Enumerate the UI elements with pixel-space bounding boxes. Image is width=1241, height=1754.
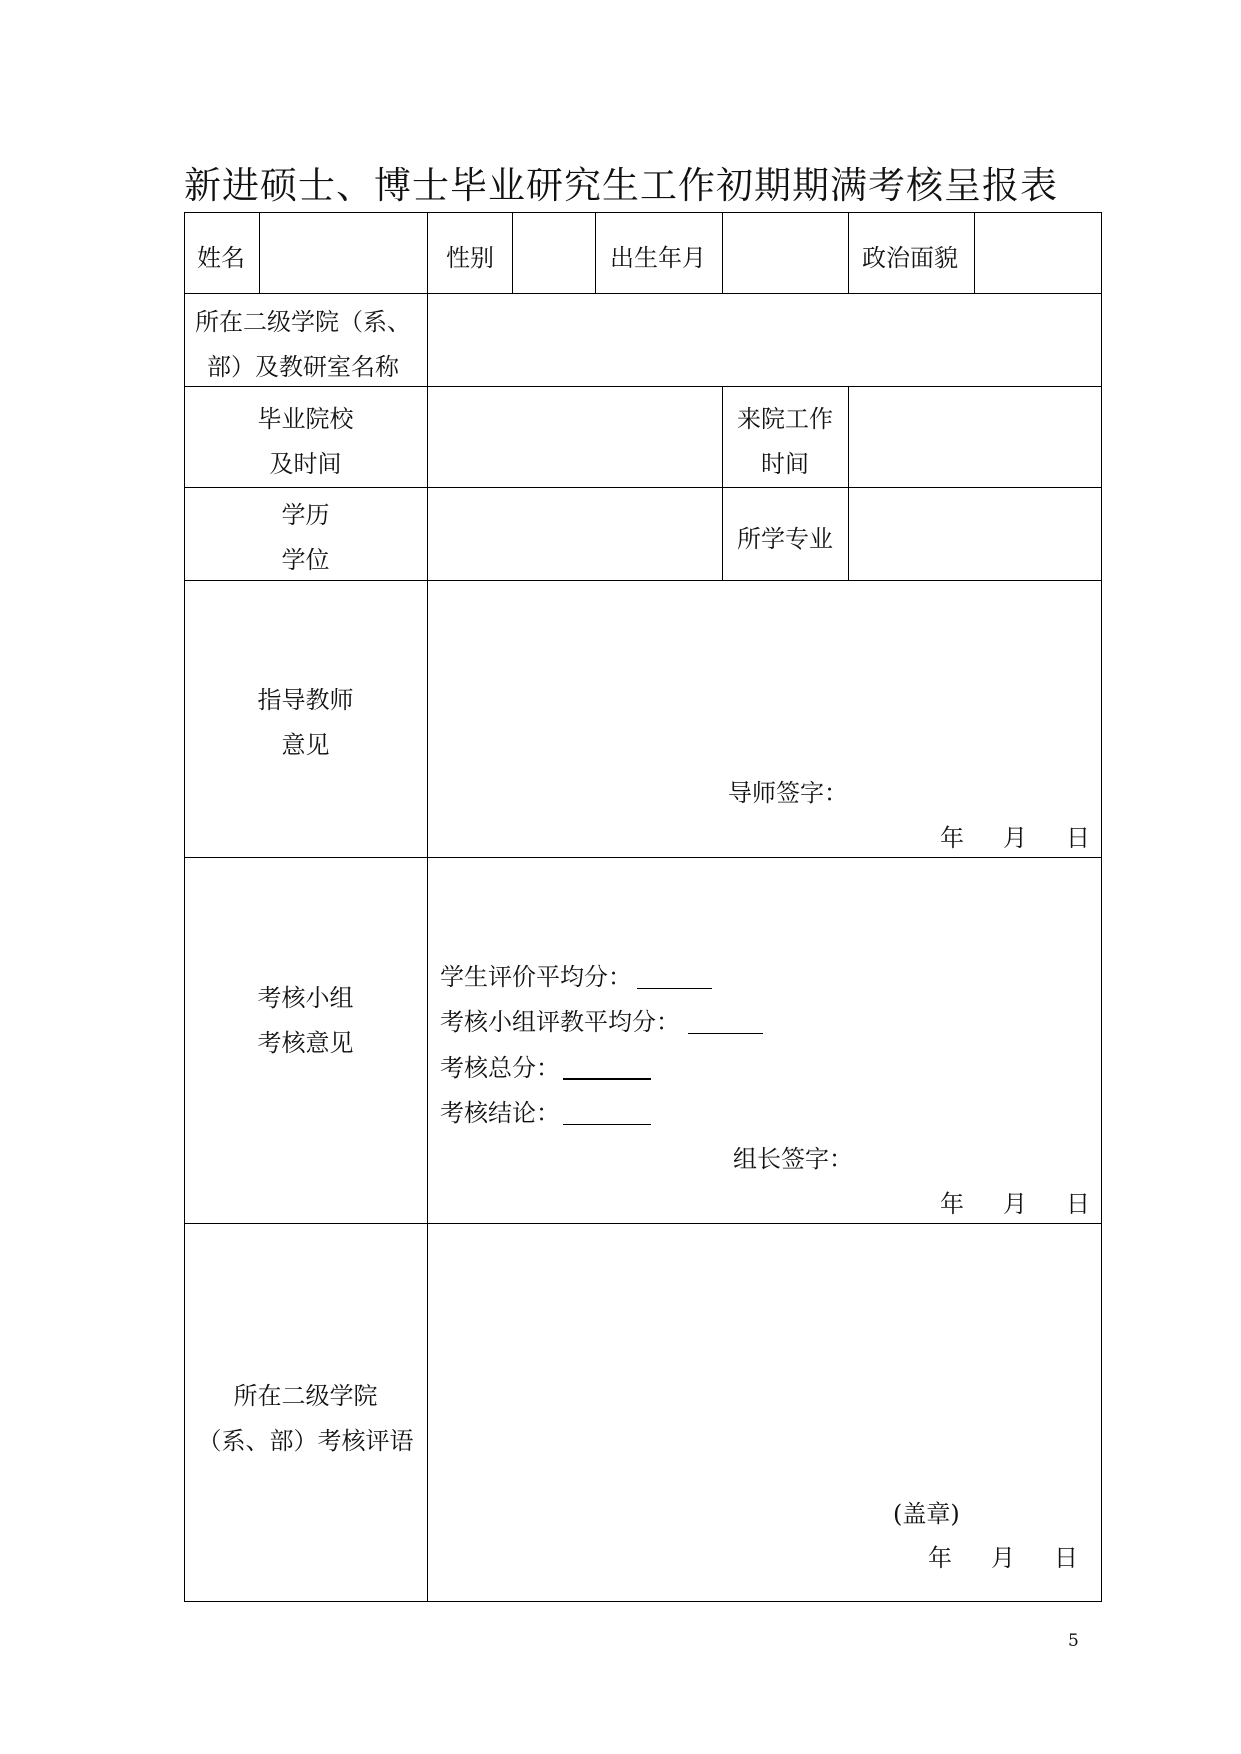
college-review-month: 月 <box>991 1544 1015 1572</box>
birth-date-label: 出生年月 <box>610 244 706 272</box>
graduate-school-label-line2: 及时间 <box>269 450 342 478</box>
panel-year: 年 <box>940 1190 964 1218</box>
advisor-opinion-label-line1: 指导教师 <box>257 686 354 714</box>
total-score-field[interactable] <box>563 1078 651 1080</box>
advisor-year: 年 <box>940 824 964 852</box>
college-review-label-line1: 所在二级学院 <box>233 1382 378 1410</box>
major-label: 所学专业 <box>737 525 833 553</box>
panel-opinion-label-line1: 考核小组 <box>257 984 354 1012</box>
row-divider <box>184 293 1102 294</box>
student-average-score-field[interactable] <box>637 988 712 989</box>
total-score-label: 考核总分： <box>440 1054 560 1082</box>
advisor-opinion-label-line2: 意见 <box>281 731 330 759</box>
education-label-line1: 学历 <box>281 501 330 529</box>
college-review-year: 年 <box>928 1544 952 1572</box>
graduate-school-label-line1: 毕业院校 <box>257 405 354 433</box>
col-divider <box>974 212 975 293</box>
college-review-label-line2: （系、部）考核评语 <box>197 1427 414 1455</box>
seal-label: (盖章) <box>893 1500 960 1528</box>
join-date-label-line2: 时间 <box>761 450 809 478</box>
panel-average-score-field[interactable] <box>688 1033 763 1034</box>
panel-opinion-label-line2: 考核意见 <box>257 1029 354 1057</box>
political-status-label: 政治面貌 <box>862 244 958 272</box>
panel-month: 月 <box>1003 1190 1027 1218</box>
college-label-line1: 所在二级学院（系、 <box>195 308 411 336</box>
col-divider <box>427 212 428 1602</box>
col-divider <box>512 212 513 293</box>
college-label-line2: 部）及教研室名称 <box>207 353 399 381</box>
row-divider <box>184 386 1102 387</box>
advisor-month: 月 <box>1003 824 1027 852</box>
page-number: 5 <box>1068 1631 1079 1651</box>
row-divider <box>184 487 1102 488</box>
row-divider <box>184 580 1102 581</box>
student-average-score-label: 学生评价平均分： <box>440 963 632 991</box>
col-divider <box>595 212 596 293</box>
conclusion-label: 考核结论： <box>440 1099 560 1127</box>
row-divider <box>184 1223 1102 1224</box>
gender-label: 性别 <box>446 244 494 272</box>
row-divider <box>184 857 1102 858</box>
name-label: 姓名 <box>197 244 245 272</box>
education-label-line2: 学位 <box>281 546 330 574</box>
page-title: 新进硕士、博士毕业研究生工作初期期满考核呈报表 <box>184 164 1058 207</box>
advisor-signature-label: 导师签字： <box>728 779 848 807</box>
conclusion-field[interactable] <box>563 1124 651 1125</box>
panel-average-score-label: 考核小组评教平均分： <box>440 1008 680 1036</box>
col-divider <box>848 386 849 580</box>
col-divider <box>259 212 260 293</box>
col-divider <box>848 212 849 293</box>
advisor-day: 日 <box>1066 824 1090 852</box>
col-divider <box>722 212 723 293</box>
college-review-day: 日 <box>1054 1544 1078 1572</box>
panel-leader-signature-label: 组长签字： <box>733 1145 853 1173</box>
panel-day: 日 <box>1066 1190 1090 1218</box>
join-date-label-line1: 来院工作 <box>737 405 833 433</box>
